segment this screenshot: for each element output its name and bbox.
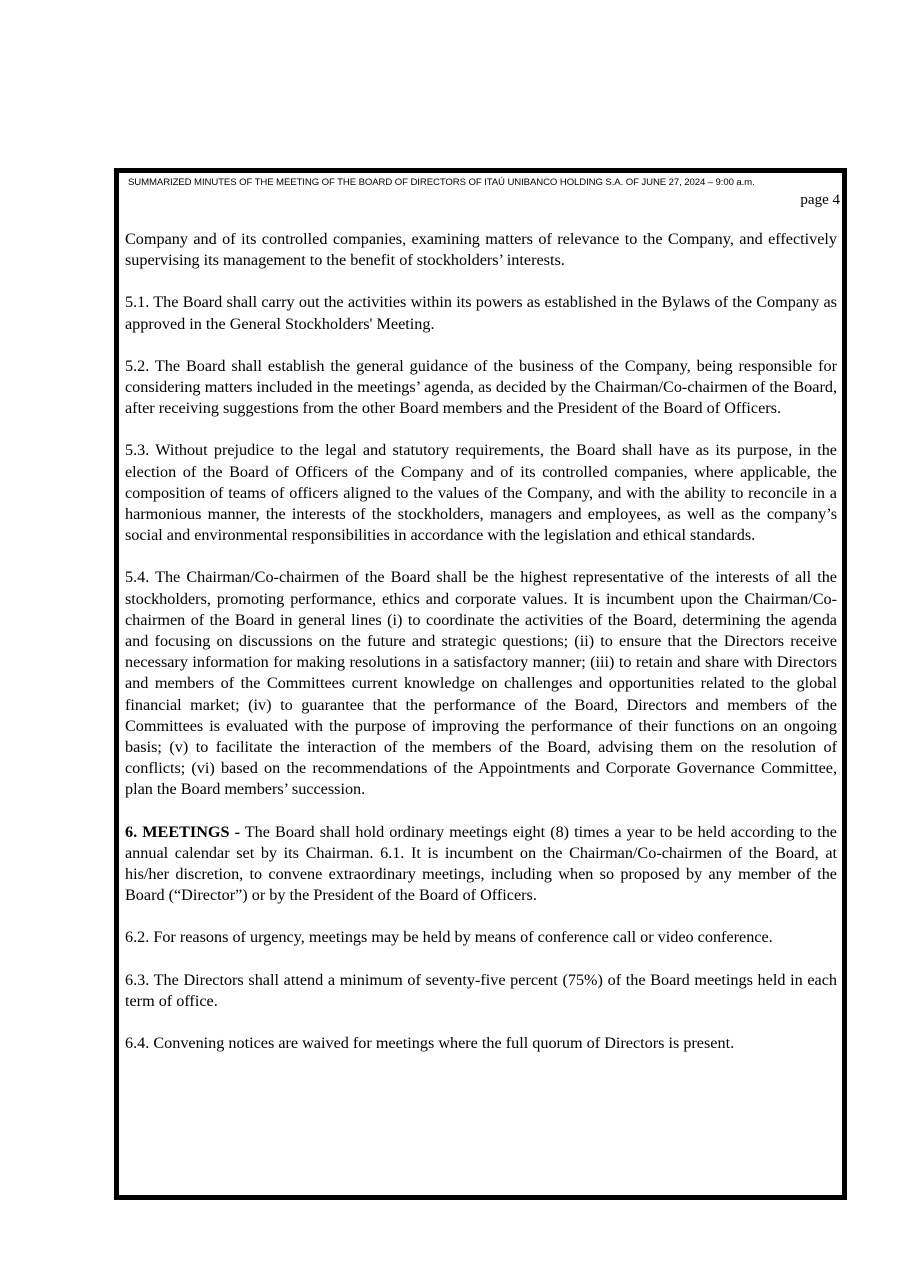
section-heading-meetings: 6. MEETINGS - [125,822,240,841]
paragraph-5-1: 5.1. The Board shall carry out the activities within its powers as established in the Bylaws of the Company as approved in the General Stockholders' Meeting. [125,293,837,333]
paragraph-5-3: 5.3. Without prejudice to the legal and statutory requirements, the Board shall have as its purpose, in the election of the Board of Officers of the Company and of its controlled companies, where applicable, the composition of teams of officers aligned to the values of the Company, and with the ability to reconcile in a harmonious manner, the interests of the stockholders, managers and employees, as well as the company’s social and environmental responsibilities in accordance with the legislation and ethical standards. [125,441,837,545]
paragraph-6-meetings [125,822,837,907]
paragraph-6-text: The Board shall hold ordinary meetings eight (8) times a year to be held according to the annual calendar set by its Chairman. 6.1. It is incumbent on the Chairman/Co-chairmen of the Board, at his/her discretion, to convene extraordinary meetings, including when so proposed by any member of the Board (“Director”) or by the President of the Board of Officers. [125,822,837,905]
document-body [125,229,837,1075]
paragraph-continuation: Company and of its controlled companies, examining matters of relevance to the Company, and effectively supervising its management to the benefit of stockholders’ interests. [125,230,837,270]
page-number: page 4 [800,192,840,208]
paragraph-6-3: 6.3. The Directors shall attend a minimum of seventy-five percent (75%) of the Board meetings held in each term of office. [125,970,837,1010]
paragraph-5-2: 5.2. The Board shall establish the general guidance of the business of the Company, being responsible for considering matters included in the meetings’ agenda, as decided by the Chairman/Co-chairmen of the Board, after receiving suggestions from the other Board members and the President of the Board of Officers. [125,356,837,418]
document-header-title: SUMMARIZED MINUTES OF THE MEETING OF THE BOARD OF DIRECTORS OF ITAÚ UNIBANCO HOLDING S.A. OF JUNE 27, 2024 – 9:00 a.m. [128,177,755,188]
paragraph-5-4: 5.4. The Chairman/Co-chairmen of the Board shall be the highest representative of the interests of all the stockholders, promoting performance, ethics and corporate values. It is incumbent upon the Chairman/Co-chairmen of the Board in general lines (i) to coordinate the activities of the Board, determining the agenda and focusing on discussions on the future and strategic questions; (ii) to ensure that the Directors receive necessary information for making resolutions in a satisfactory manner; (iii) to retain and share with Directors and members of the Committees current knowledge on challenges and opportunities related to the global financial market; (iv) to guarantee that the performance of the Board, Directors and members of the Committees is evaluated with the purpose of improving the performance of their functions on an ongoing basis; (v) to facilitate the interaction of the members of the Board, advising them on the resolution of conflicts; (vi) based on the recommendations of the Appointments and Corporate Governance Committee, plan the Board members’ succession. [125,568,837,799]
paragraph-6-2: 6.2. For reasons of urgency, meetings may be held by means of conference call or video conference. [125,928,773,947]
paragraph-6-4: 6.4. Convening notices are waived for meetings where the full quorum of Directors is present. [125,1034,735,1053]
page-frame [114,168,847,1200]
